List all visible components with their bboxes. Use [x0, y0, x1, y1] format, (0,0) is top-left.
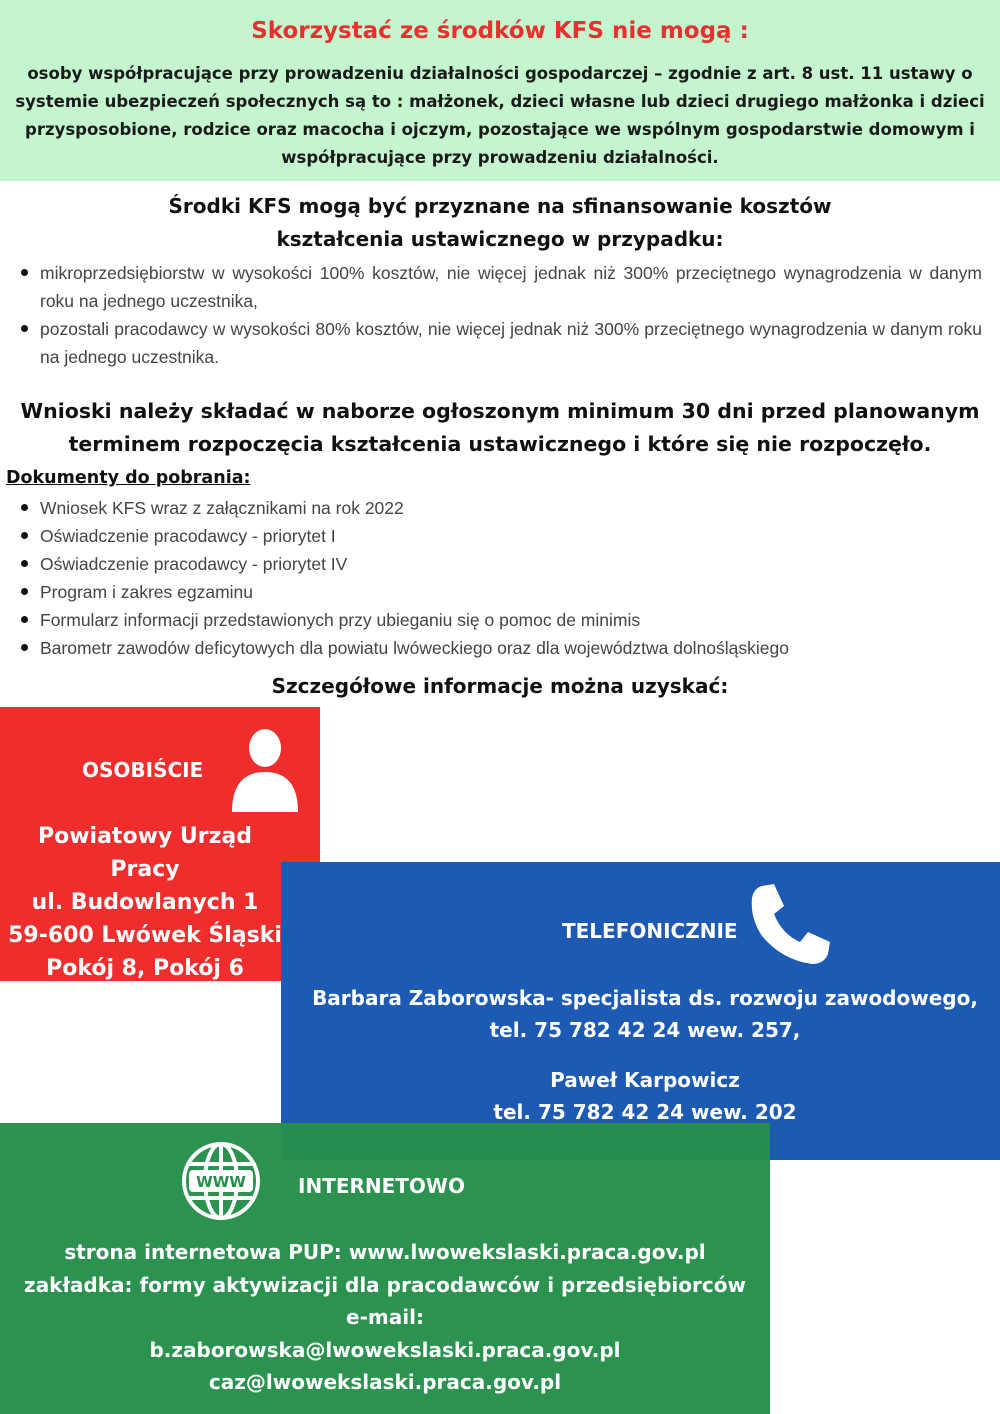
phone-label: TELEFONICZNIE: [562, 919, 738, 943]
funding-title-line2: kształcenia ustawicznego w przypadku:: [276, 227, 724, 251]
list-item: pozostali pracodawcy w wysokości 80% kosztów, nie więcej jednak niż 300% przeciętnego wynagrodzenia w danym roku na jednego uczestnika.: [40, 315, 982, 371]
contact-2-name: Paweł Karpowicz: [550, 1068, 740, 1092]
contact-1-name: Barbara Zaborowska- specjalista ds. rozwoju zawodowego,: [312, 986, 978, 1010]
email-link-2[interactable]: caz@lwowekslaski.praca.gov.pl: [208, 1370, 562, 1394]
document-link[interactable]: Wniosek KFS wraz z załącznikami na rok 2022: [40, 494, 980, 522]
contact-1-phone[interactable]: tel. 75 782 42 24 wew. 257,: [489, 1018, 801, 1042]
in-person-address: [0, 820, 290, 985]
office-city: 59-600 Lwówek Śląski: [8, 923, 282, 948]
website-link[interactable]: strona internetowa PUP: www.lwowekslaski.praca.gov.pl: [64, 1240, 706, 1264]
applications-line1: Wnioski należy składać w naborze ogłoszonym minimum 30 dni przed planowanym: [20, 399, 980, 423]
list-item: mikroprzedsiębiorstw w wysokości 100% kosztów, nie więcej jednak niż 300% przeciętnego wynagrodzenia w danym roku na jednego uczestnika,: [40, 259, 982, 315]
www-icon-text: WWW: [196, 1173, 246, 1191]
ineligible-section: [0, 0, 1000, 181]
email-link-1[interactable]: b.zaborowska@lwowekslaski.praca.gov.pl: [149, 1337, 621, 1362]
email-label: e-mail:: [346, 1305, 424, 1329]
internet-label: INTERNETOWO: [298, 1174, 465, 1198]
details-title: Szczegółowe informacje można uzyskać:: [271, 674, 729, 698]
phone-icon: [748, 882, 832, 970]
document-link[interactable]: Oświadczenie pracodawcy - priorytet I: [40, 522, 980, 550]
contact-2-phone[interactable]: tel. 75 782 42 24 wew. 202: [493, 1100, 797, 1124]
ineligible-description: osoby współpracujące przy prowadzeniu działalności gospodarczej – zgodnie z art. 8 ust. 11 ustawy o systemie ubezpieczeń społecznych są to : małżonek, dzieci własne lub dzieci drugiego małżonka i dzieci przysposobione, rodzice oraz macocha i ojczym, pozostające we wspólnym gospodarstwie domowym i współpracujące przy prowadzeniu działalności.: [15, 64, 985, 167]
office-street: ul. Budowlanych 1: [31, 890, 259, 915]
in-person-label: OSOBIŚCIE: [82, 758, 204, 782]
document-link[interactable]: Formularz informacji przedstawionych przy ubieganiu się o pomoc de minimis: [40, 606, 980, 634]
office-name: Powiatowy Urząd Pracy: [37, 824, 253, 882]
funding-list: [0, 259, 982, 371]
ineligible-title: Skorzystać ze środków KFS nie mogą :: [251, 18, 749, 44]
document-link[interactable]: Oświadczenie pracodawcy - priorytet IV: [40, 550, 980, 578]
document-link[interactable]: Barometr zawodów deficytowych dla powiatu lwóweckiego oraz dla województwa dolnośląskiego: [40, 634, 980, 662]
www-globe-icon: [180, 1140, 262, 1226]
documents-title: Dokumenty do pobrania:: [6, 468, 251, 488]
website-tab: zakładka: formy aktywizacji dla pracodawców i przedsiębiorców: [24, 1272, 746, 1297]
person-icon: [230, 728, 300, 816]
document-link[interactable]: Program i zakres egzaminu: [40, 578, 980, 606]
internet-details: [0, 1236, 770, 1399]
applications-line2: terminem rozpoczęcia kształcenia ustawicznego i które się nie rozpoczęło.: [68, 432, 932, 456]
funding-title-line1: Środki KFS mogą być przyznane na sfinansowanie kosztów: [168, 194, 832, 218]
documents-list: [0, 494, 980, 662]
office-rooms: Pokój 8, Pokój 6: [46, 956, 244, 981]
